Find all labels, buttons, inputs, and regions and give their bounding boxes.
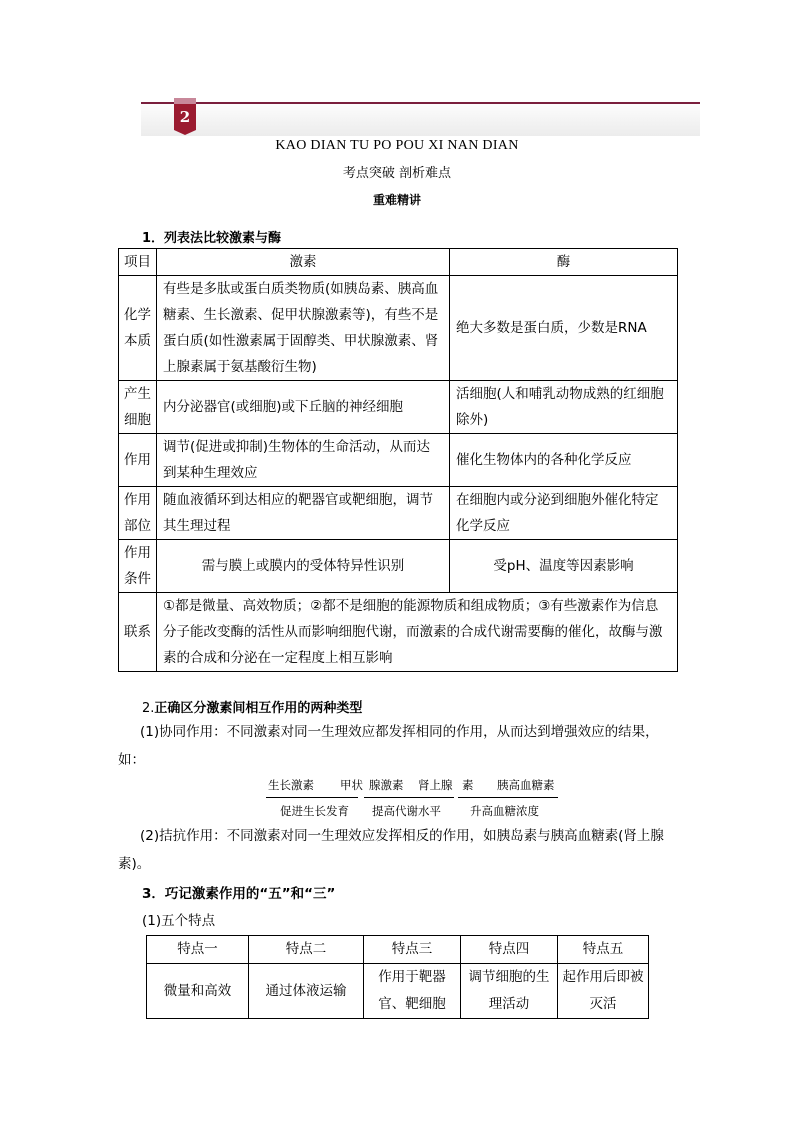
header-rule: [141, 102, 700, 104]
table-header-cell: 激素: [157, 249, 450, 276]
diagram-bottom-label: 升高血糖浓度: [470, 804, 539, 818]
heading-prefix: 2.: [142, 701, 155, 716]
table-row: [119, 434, 678, 487]
feature-cell: 调节细胞的生理活动: [461, 964, 558, 1019]
feature-cell: 微量和高效: [147, 964, 249, 1019]
table-header-cell: 项目: [119, 249, 157, 276]
hormone-enzyme-table: [118, 248, 678, 672]
row-label: 产生细胞: [119, 381, 157, 434]
heading-bold-text: 正确区分激素间相互作用的两种类型: [154, 701, 363, 716]
table-row: [119, 276, 678, 381]
row-label: 作用: [119, 434, 157, 487]
table-header-cell: 酶: [450, 249, 678, 276]
table-row: [119, 381, 678, 434]
table-row: [119, 487, 678, 540]
table-header-cell: 特点五: [558, 936, 649, 964]
page-subtitle: 考点突破 剖析难点: [342, 166, 452, 181]
feature-cell: 起作用后即被灭活: [558, 964, 649, 1019]
diagram-top-label: 肾上腺: [418, 778, 453, 792]
table-header-cell: 特点一: [147, 936, 249, 964]
feature-cell: 通过体液运输: [249, 964, 364, 1019]
table-header-cell: 特点二: [249, 936, 364, 964]
diagram-top-label: 胰高血糖素: [497, 778, 555, 792]
enzyme-cell: 催化生物体内的各种化学反应: [450, 434, 678, 487]
five-features-table: [146, 935, 649, 1019]
hormone-cell: 需与膜上或膜内的受体特异性识别: [157, 540, 450, 593]
link-cell: ①都是微量、高效物质；②都不是细胞的能源物质和组成物质；③有些激素作为信息分子能改变酶的活性从而影响细胞代谢，而激素的合成代谢需要酶的催化，故酶与激素的合成和分泌在一定程度上相互影响: [157, 593, 678, 672]
diagram-top-label: 素: [462, 778, 474, 792]
pinyin-title: KAO DIAN TU PO POU XI NAN DIAN: [275, 138, 519, 153]
table-row: [119, 540, 678, 593]
chapter-badge: 2: [174, 104, 196, 130]
table-header-row: [147, 936, 649, 964]
diagram-top-label: 生长激素: [268, 778, 314, 792]
hormone-cell: 调节(促进或抑制)生物体的生命活动，从而达到某种生理效应: [157, 434, 450, 487]
antagonism-paragraph: (2)拮抗作用：不同激素对同一生理效应发挥相反的作用，如胰岛素与胰高血糖素(肾上腺素)。: [118, 828, 664, 872]
diagram-bracket-line: [266, 797, 358, 798]
diagram-bottom-label: 提高代谢水平: [372, 804, 441, 818]
diagram-top-label: 甲状: [340, 778, 363, 792]
header-band: [141, 100, 700, 136]
subheading-five-features: (1)五个特点: [142, 913, 216, 929]
enzyme-cell: 绝大多数是蛋白质，少数是RNA: [450, 276, 678, 381]
table-header-cell: 特点三: [364, 936, 461, 964]
diagram-bracket-line: [458, 797, 558, 798]
row-label: 作用部位: [119, 487, 157, 540]
row-label: 化学本质: [119, 276, 157, 381]
diagram-top-label: 腺激素: [369, 778, 404, 792]
row-label: 作用条件: [119, 540, 157, 593]
synergy-paragraph: (1)协同作用：不同激素对同一生理效应都发挥相同的作用，从而达到增强效应的结果，如：: [118, 724, 659, 768]
heading-five-three: 3．巧记激素作用的“五”和“三”: [142, 886, 336, 902]
heading-interaction-types: [142, 697, 362, 716]
diagram-bottom-label: 促进生长发育: [280, 804, 349, 818]
diagram-bracket-line: [364, 797, 454, 798]
enzyme-cell: 受pH、温度等因素影响: [450, 540, 678, 593]
hormone-cell: 随血液循环到达相应的靶器官或靶细胞，调节其生理过程: [157, 487, 450, 540]
table-header-row: [119, 249, 678, 276]
table-row: [119, 593, 678, 672]
row-label: 联系: [119, 593, 157, 672]
enzyme-cell: 活细胞(人和哺乳动物成熟的红细胞除外): [450, 381, 678, 434]
hormone-cell: 有些是多肽或蛋白质类物质(如胰岛素、胰高血糖素、生长激素、促甲状腺激素等)，有些不是蛋白质(如性激素属于固醇类、甲状腺激素、肾上腺素属于氨基酸衍生物): [157, 276, 450, 381]
feature-cell: 作用于靶器官、靶细胞: [364, 964, 461, 1019]
hormone-cell: 内分泌器官(或细胞)或下丘脑的神经细胞: [157, 381, 450, 434]
enzyme-cell: 在细胞内或分泌到细胞外催化特定化学反应: [450, 487, 678, 540]
table-row: [147, 964, 649, 1019]
table-header-cell: 特点四: [461, 936, 558, 964]
heading-compare-table: 1．列表法比较激素与酶: [142, 231, 282, 246]
section-title: 重难精讲: [372, 193, 421, 207]
